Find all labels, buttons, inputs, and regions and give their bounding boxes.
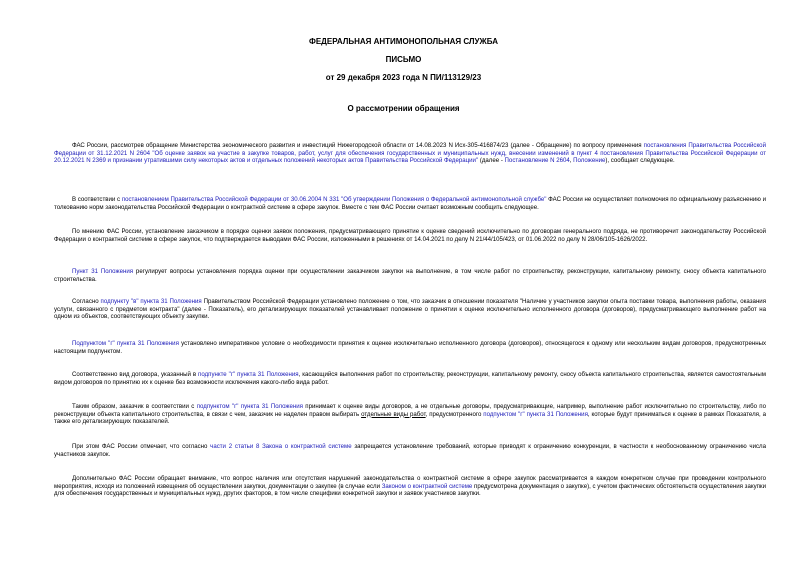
p5-text-2: Правительством Российской Федерации установлено положение о том, что заказчик в отношении показателя "Наличие у участников закупки опыта поставки товара, выполнения работы, оказания услуги, связанного с предметом контракта" (далее - Показатель), его детализирующих показателей устанавливает положение о принятии к оценке исключительно исполненного договора (договоров), предусматривающего выполнение работ на одном из объектов, соответствующих объекту закупки.: [54, 298, 767, 321]
p8-text-2: принимает к оценке виды договоров, а не отдельные договоры, предусматривающие, например, выполнение работ исключительно по строительству, либо по реконструкции объекта капитального строительства, в связи с чем, заказчик не наделен правом выбирать: [54, 403, 766, 418]
p7-text-2: , касающийся выполнения работ по строительству, реконструкции, капитальному ремонту, сносу объекта капитального строительства, является самостоятельным видом договоров по принятию их к оценке без возможности исключения какого-либо вида работ.: [54, 371, 766, 386]
link-resolution-2604[interactable]: постановления Правительства Российской Федерации от 31.12.2021 N 2604 "Об оценке заявок на участие в закупке товаров, работ, услуг для обеспечения государственных и муниципальных нужд, внесении изменений в пункт 4 постановления Правительства Российской Федерации от 20.12.2021 N 2369 и признании утратившими силу некоторых актов и отдельных положений некоторых актов Правительства Российской Федерации": [54, 142, 766, 165]
p4-text-1: регулирует вопросы установления порядка оценки при осуществлении заказчиком закупки на выполнение, в том числе работ по строительству, реконструкции, капитальному ремонту, сносу объекта капитального строительства.: [54, 268, 766, 283]
p2-text-2: ФАС России не осуществляет полномочия по официальному разъяснению и толкованию норм законодательства Российской Федерации о контрактной системе в сфере закупок. Вместе с тем ФАС России считает возможным сообщить следующее.: [54, 196, 767, 211]
link-contract-system-law[interactable]: Законом о контрактной системе: [381, 482, 473, 490]
paragraph-4: [54, 268, 766, 283]
link-subclause-g-31-d[interactable]: подпунктом "г" пункта 31 Положения: [483, 410, 588, 418]
link-subclause-v-31[interactable]: подпункту "в" пункта 31 Положения: [100, 298, 202, 305]
p1-text-2: (далее -: [478, 157, 505, 165]
p8-text-3: , предусмотренного: [425, 410, 484, 418]
p9-text-1: При этом ФАС России отмечает, что согласно: [72, 443, 211, 450]
paragraph-5: [54, 298, 766, 321]
p10-text-1: Дополнительно ФАС России обращает внимание, что вопрос наличия или отсутствия нарушений законодательства о контрактной системе в сфере закупок рассматривается в каждом конкретном случае при проведении контрольного мероприятия, исходя из положений извещения об осуществлении закупки, документации о закупке (в случае если: [54, 475, 766, 490]
paragraph-6: [54, 340, 766, 355]
p10-text-2: предусмотрена документация о закупке), с учетом фактических обстоятельств осуществления закупки для обеспечения государственных и муниципальных нужд, других факторов, в том числе специфики конкретной закупки и заявок участников закупки.: [54, 482, 766, 498]
p1-text-1: ФАС России, рассмотрев обращение Министерства экономического развития и инвестиций Нижегородской области от 14.08.2023 N Исх-305-416874/23 (далее - Обращение) по вопросу применения: [72, 142, 644, 149]
link-subclause-g-31[interactable]: Подпунктом "г" пункта 31 Положения: [72, 340, 179, 347]
p8-text-4: , которые будут приниматься к оценке в рамках Показателя, а также его детализирующих показателей.: [54, 410, 766, 426]
paragraph-1: [54, 142, 766, 165]
p6-text-1: установлено императивное условие о необходимости принятия к оценке исключительно исполненного договора (договоров), относящегося к одному или нескольким видам договоров, предусмотренных настоящим подпунктом.: [54, 340, 766, 355]
p8-text-1: Таким образом, заказчик в соответствии с: [72, 403, 197, 410]
link-regulation[interactable]: Положение: [573, 157, 606, 165]
p8-underlined-text: отдельные виды работ: [361, 410, 426, 418]
agency-title: ФЕДЕРАЛЬНАЯ АНТИМОНОПОЛЬНАЯ СЛУЖБА: [309, 37, 498, 46]
paragraph-8: [54, 403, 766, 426]
paragraph-9: [54, 443, 766, 458]
document-subject: О рассмотрении обращения: [347, 104, 460, 113]
paragraph-2: [54, 196, 766, 211]
link-part-2-article-8[interactable]: части 2 статьи 8 Закона о контрактной системе: [210, 443, 352, 450]
link-clause-31[interactable]: Пункт 31 Положения: [72, 268, 134, 275]
p5-text-1: Согласно: [72, 298, 101, 305]
p1-text-4: ), сообщает следующее.: [605, 157, 675, 165]
p2-text-1: В соответствии с: [72, 196, 122, 203]
p3-text-1: По мнению ФАС России, установление заказчиком в порядке оценки заявок положения, предусматривающего принятие к оценке сведений исключительно по договорам генерального подряда, не противоречит законодательству Российской Федерации о контрактной системе в сфере закупок, что подтверждается выводами ФАС России, изложенными в решениях от 14.04.2021 по делу N 21/44/105/423, от 01.06.2022 по делу N 28/06/105-1626/2022.: [54, 228, 766, 243]
document-type: ПИСЬМО: [385, 55, 422, 64]
link-resolution-331[interactable]: постановлением Правительства Российской Федерации от 30.06.2004 N 331 "Об утверждении Положения о Федеральной антимонопольной службе": [121, 196, 547, 203]
link-subclause-g-31-b[interactable]: подпункте "г" пункта 31 Положения: [198, 371, 299, 378]
p7-text-1: Соответственно вид договора, указанный в: [72, 371, 199, 378]
p9-text-2: запрещается установление требований, которые приводят к ограничению конкуренции, в частности к необоснованному ограничению числа участников закупок.: [54, 443, 766, 458]
link-subclause-g-31-c[interactable]: подпунктом "г" пункта 31 Положения: [196, 403, 303, 410]
p1-text-3: ,: [569, 157, 574, 165]
document-date-number: от 29 декабря 2023 года N ПИ/113129/23: [325, 73, 482, 82]
paragraph-7: [54, 371, 766, 386]
paragraph-10: [54, 475, 766, 498]
paragraph-3: [54, 228, 766, 243]
link-resolution-2604-short[interactable]: Постановление N 2604: [504, 157, 570, 165]
